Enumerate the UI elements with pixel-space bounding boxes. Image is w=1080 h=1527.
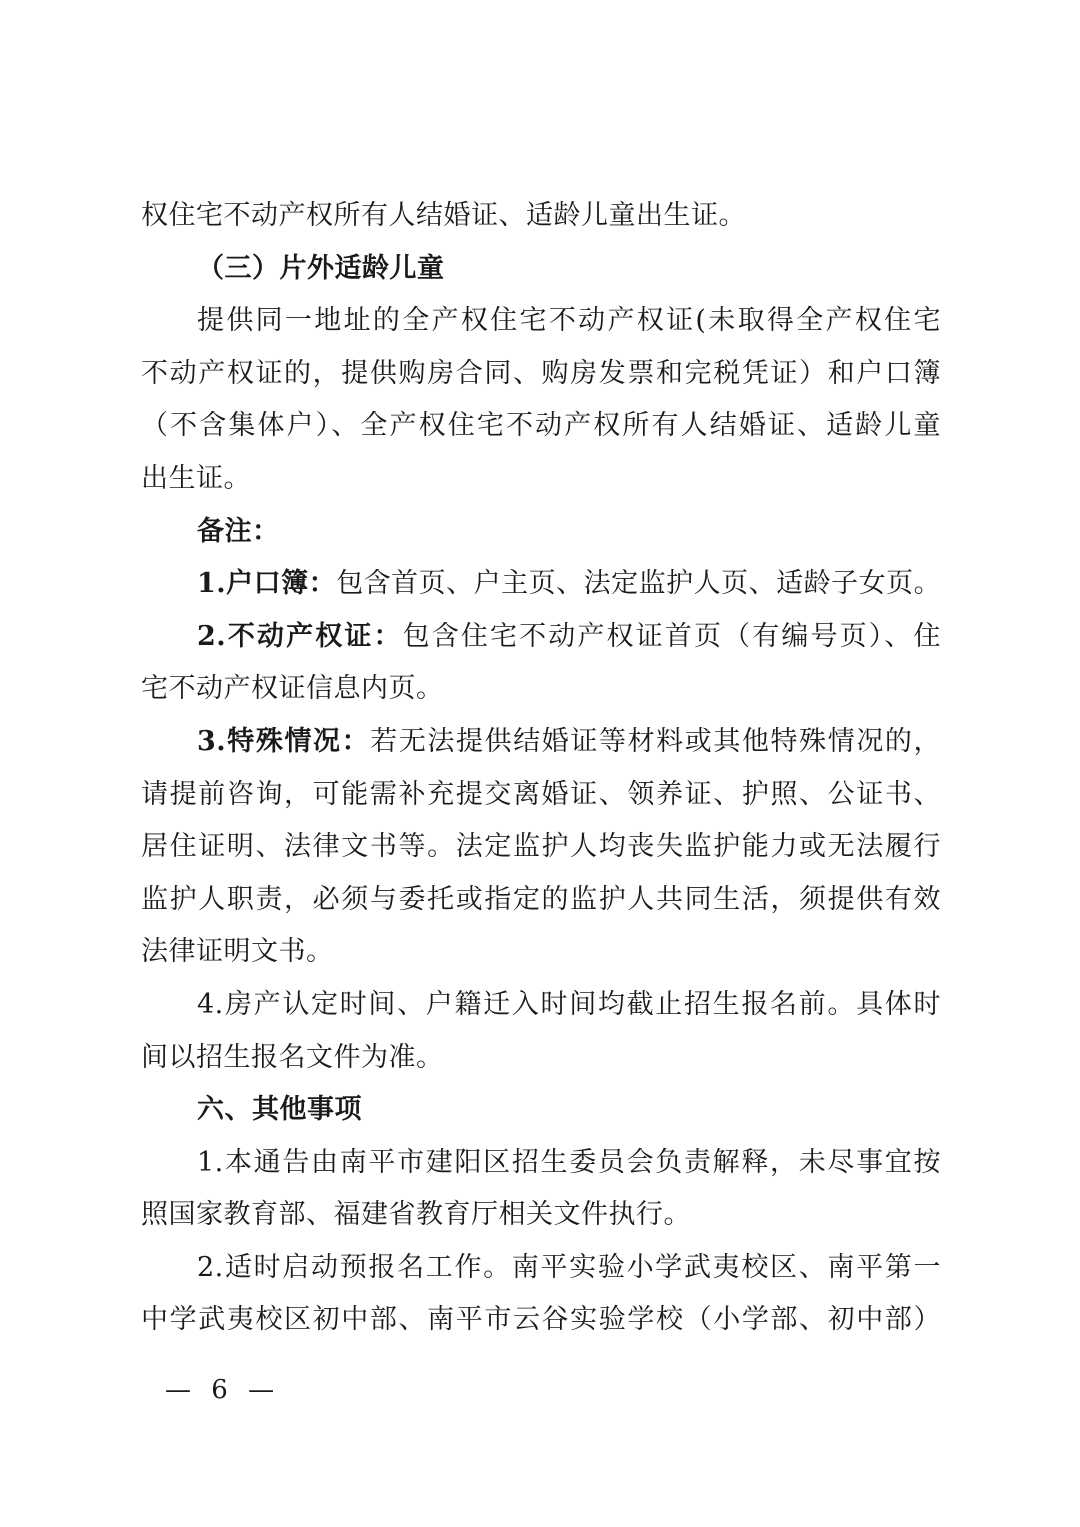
section-heading xyxy=(141,243,941,296)
text-line xyxy=(141,769,941,822)
text-line xyxy=(141,348,941,401)
text-line xyxy=(141,1032,941,1085)
line-text: 4.房产认定时间、户籍迁入时间均截止招生报名前。具体时 xyxy=(197,988,941,1020)
text-line xyxy=(141,1189,941,1242)
text-line xyxy=(141,558,941,611)
line-text: 不动产权证的，提供购房合同、购房发票和完税凭证）和户口簿 xyxy=(141,357,941,389)
text-line xyxy=(141,874,941,927)
line-text: 权住宅不动产权所有人结婚证、适龄儿童出生证。 xyxy=(141,200,746,231)
line-text: 1.本通告由南平市建阳区招生委员会负责解释，未尽事宜按 xyxy=(197,1146,941,1178)
line-text: 法律证明文书。 xyxy=(141,936,334,968)
line-text: 宅不动产权证信息内页。 xyxy=(141,673,444,705)
line-text: 请提前咨询，可能需补充提交离婚证、领养证、护照、公证书、 xyxy=(141,778,941,810)
line-text: （三）片外适龄儿童 xyxy=(197,252,445,284)
line-text: 六、其他事项 xyxy=(197,1094,362,1126)
line-text: 包含首页、户主页、法定监护人页、适龄子女页。 xyxy=(336,568,942,600)
line-text: 提供同一地址的全产权住宅不动产权证(未取得全产权住宅 xyxy=(197,305,941,337)
line-text: 2.适时启动预报名工作。南平实验小学武夷校区、南平第一 xyxy=(197,1251,941,1283)
text-line xyxy=(141,663,941,716)
text-line xyxy=(141,1294,941,1347)
page-number: — 6 — xyxy=(165,1375,281,1405)
line-text: 居住证明、法律文书等。法定监护人均丧失监护能力或无法履行 xyxy=(141,831,941,863)
line-text: 包含住宅不动产权证首页（有编号页）、住 xyxy=(402,620,942,652)
text-line xyxy=(141,821,941,874)
line-text: 若无法提供结婚证等材料或其他特殊情况的， xyxy=(370,725,942,757)
text-line xyxy=(141,926,941,979)
line-text: 照国家教育部、福建省教育厅相关文件执行。 xyxy=(141,1199,691,1231)
line-text: （不含集体户）、全产权住宅不动产权所有人结婚证、适龄儿童 xyxy=(141,410,941,442)
line-text: 备注： xyxy=(197,515,280,547)
text-line xyxy=(141,295,941,348)
bold-label: 1.户口簿： xyxy=(197,568,337,600)
text-line xyxy=(141,1242,941,1295)
text-line xyxy=(141,716,941,769)
text-line xyxy=(141,611,941,664)
section-heading xyxy=(141,1084,941,1137)
text-line xyxy=(141,190,941,243)
text-line xyxy=(141,1137,941,1190)
section-heading xyxy=(141,506,941,559)
line-text: 间以招生报名文件为准。 xyxy=(141,1041,444,1073)
bold-label: 2.不动产权证： xyxy=(197,620,403,652)
line-text: 监护人职责，必须与委托或指定的监护人共同生活，须提供有效 xyxy=(141,883,941,915)
line-text: 中学武夷校区初中部、南平市云谷实验学校（小学部、初中部） xyxy=(141,1304,941,1336)
text-line xyxy=(141,979,941,1032)
bold-label: 3.特殊情况： xyxy=(197,725,371,757)
text-line xyxy=(141,400,941,453)
document-body xyxy=(141,190,941,1347)
line-text: 出生证。 xyxy=(141,462,251,494)
text-line xyxy=(141,453,941,506)
